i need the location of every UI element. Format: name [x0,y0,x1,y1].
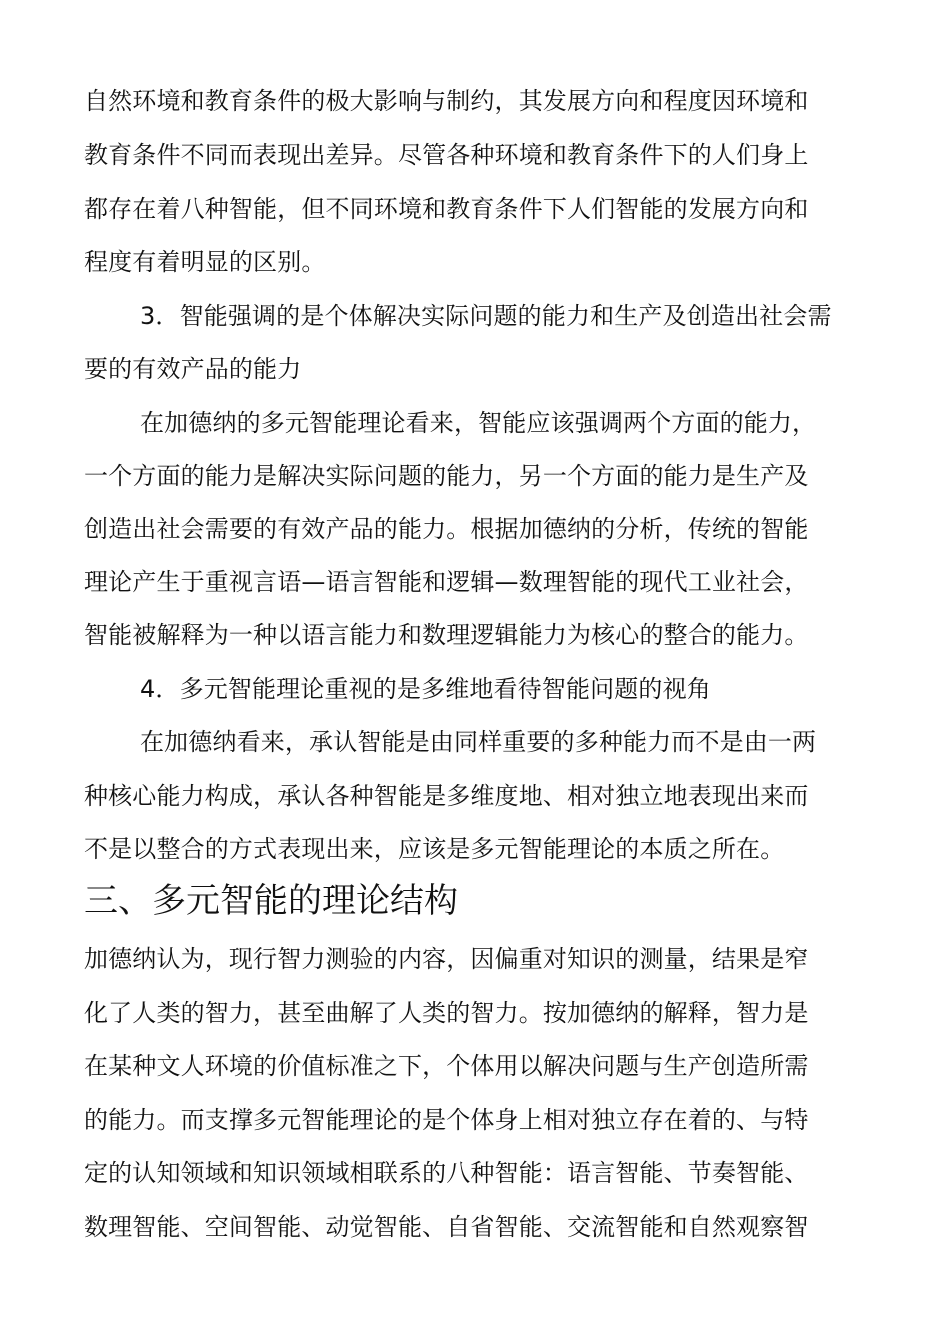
paragraph-1-line-3: 都存在着八种智能，但不同环境和教育条件下人们智能的发展方向和 [84,195,809,223]
paragraph-2-line-5: 智能被解释为一种以语言能力和数理逻辑能力为核心的整合的能力。 [84,621,809,649]
paragraph-2-line-4: 理论产生于重视言语—语言智能和逻辑—数理智能的现代工业社会， [84,568,809,596]
point-3-line-2: 要的有效产品的能力 [84,355,302,383]
paragraph-3-line-3: 不是以整合的方式表现出来，应该是多元智能理论的本质之所在。 [84,835,785,863]
section-heading: 三、多元智能的理论结构 [84,881,458,921]
paragraph-2-line-1: 在加德纳的多元智能理论看来，智能应该强调两个方面的能力， [140,409,817,437]
paragraph-4-line-3: 在某种文人环境的价值标准之下，个体用以解决问题与生产创造所需 [84,1052,809,1080]
point-4-line-1: 4．多元智能理论重视的是多维地看待智能问题的视角 [140,675,711,703]
paragraph-2-line-3: 创造出社会需要的有效产品的能力。根据加德纳的分析，传统的智能 [84,515,809,543]
paragraph-1-line-2: 教育条件不同而表现出差异。尽管各种环境和教育条件下的人们身上 [84,141,809,169]
paragraph-1-line-4: 程度有着明显的区别。 [84,248,326,276]
paragraph-1-line-1: 自然环境和教育条件的极大影响与制约，其发展方向和程度因环境和 [84,87,809,115]
paragraph-2-line-2: 一个方面的能力是解决实际问题的能力，另一个方面的能力是生产及 [84,462,809,490]
paragraph-4-line-1: 加德纳认为，现行智力测验的内容，因偏重对知识的测量，结果是窄 [84,945,809,973]
paragraph-4-line-6: 数理智能、空间智能、动觉智能、自省智能、交流智能和自然观察智 [84,1213,809,1241]
paragraph-4-line-4: 的能力。而支撑多元智能理论的是个体身上相对独立存在着的、与特 [84,1106,809,1134]
paragraph-4-line-5: 定的认知领域和知识领域相联系的八种智能：语言智能、节奏智能、 [84,1159,809,1187]
point-3-line-1: 3．智能强调的是个体解决实际问题的能力和生产及创造出社会需 [140,302,832,330]
paragraph-3-line-2: 种核心能力构成，承认各种智能是多维度地、相对独立地表现出来而 [84,782,809,810]
paragraph-4-line-2: 化了人类的智力，甚至曲解了人类的智力。按加德纳的解释，智力是 [84,999,809,1027]
paragraph-3-line-1: 在加德纳看来，承认智能是由同样重要的多种能力而不是由一两 [140,728,817,756]
